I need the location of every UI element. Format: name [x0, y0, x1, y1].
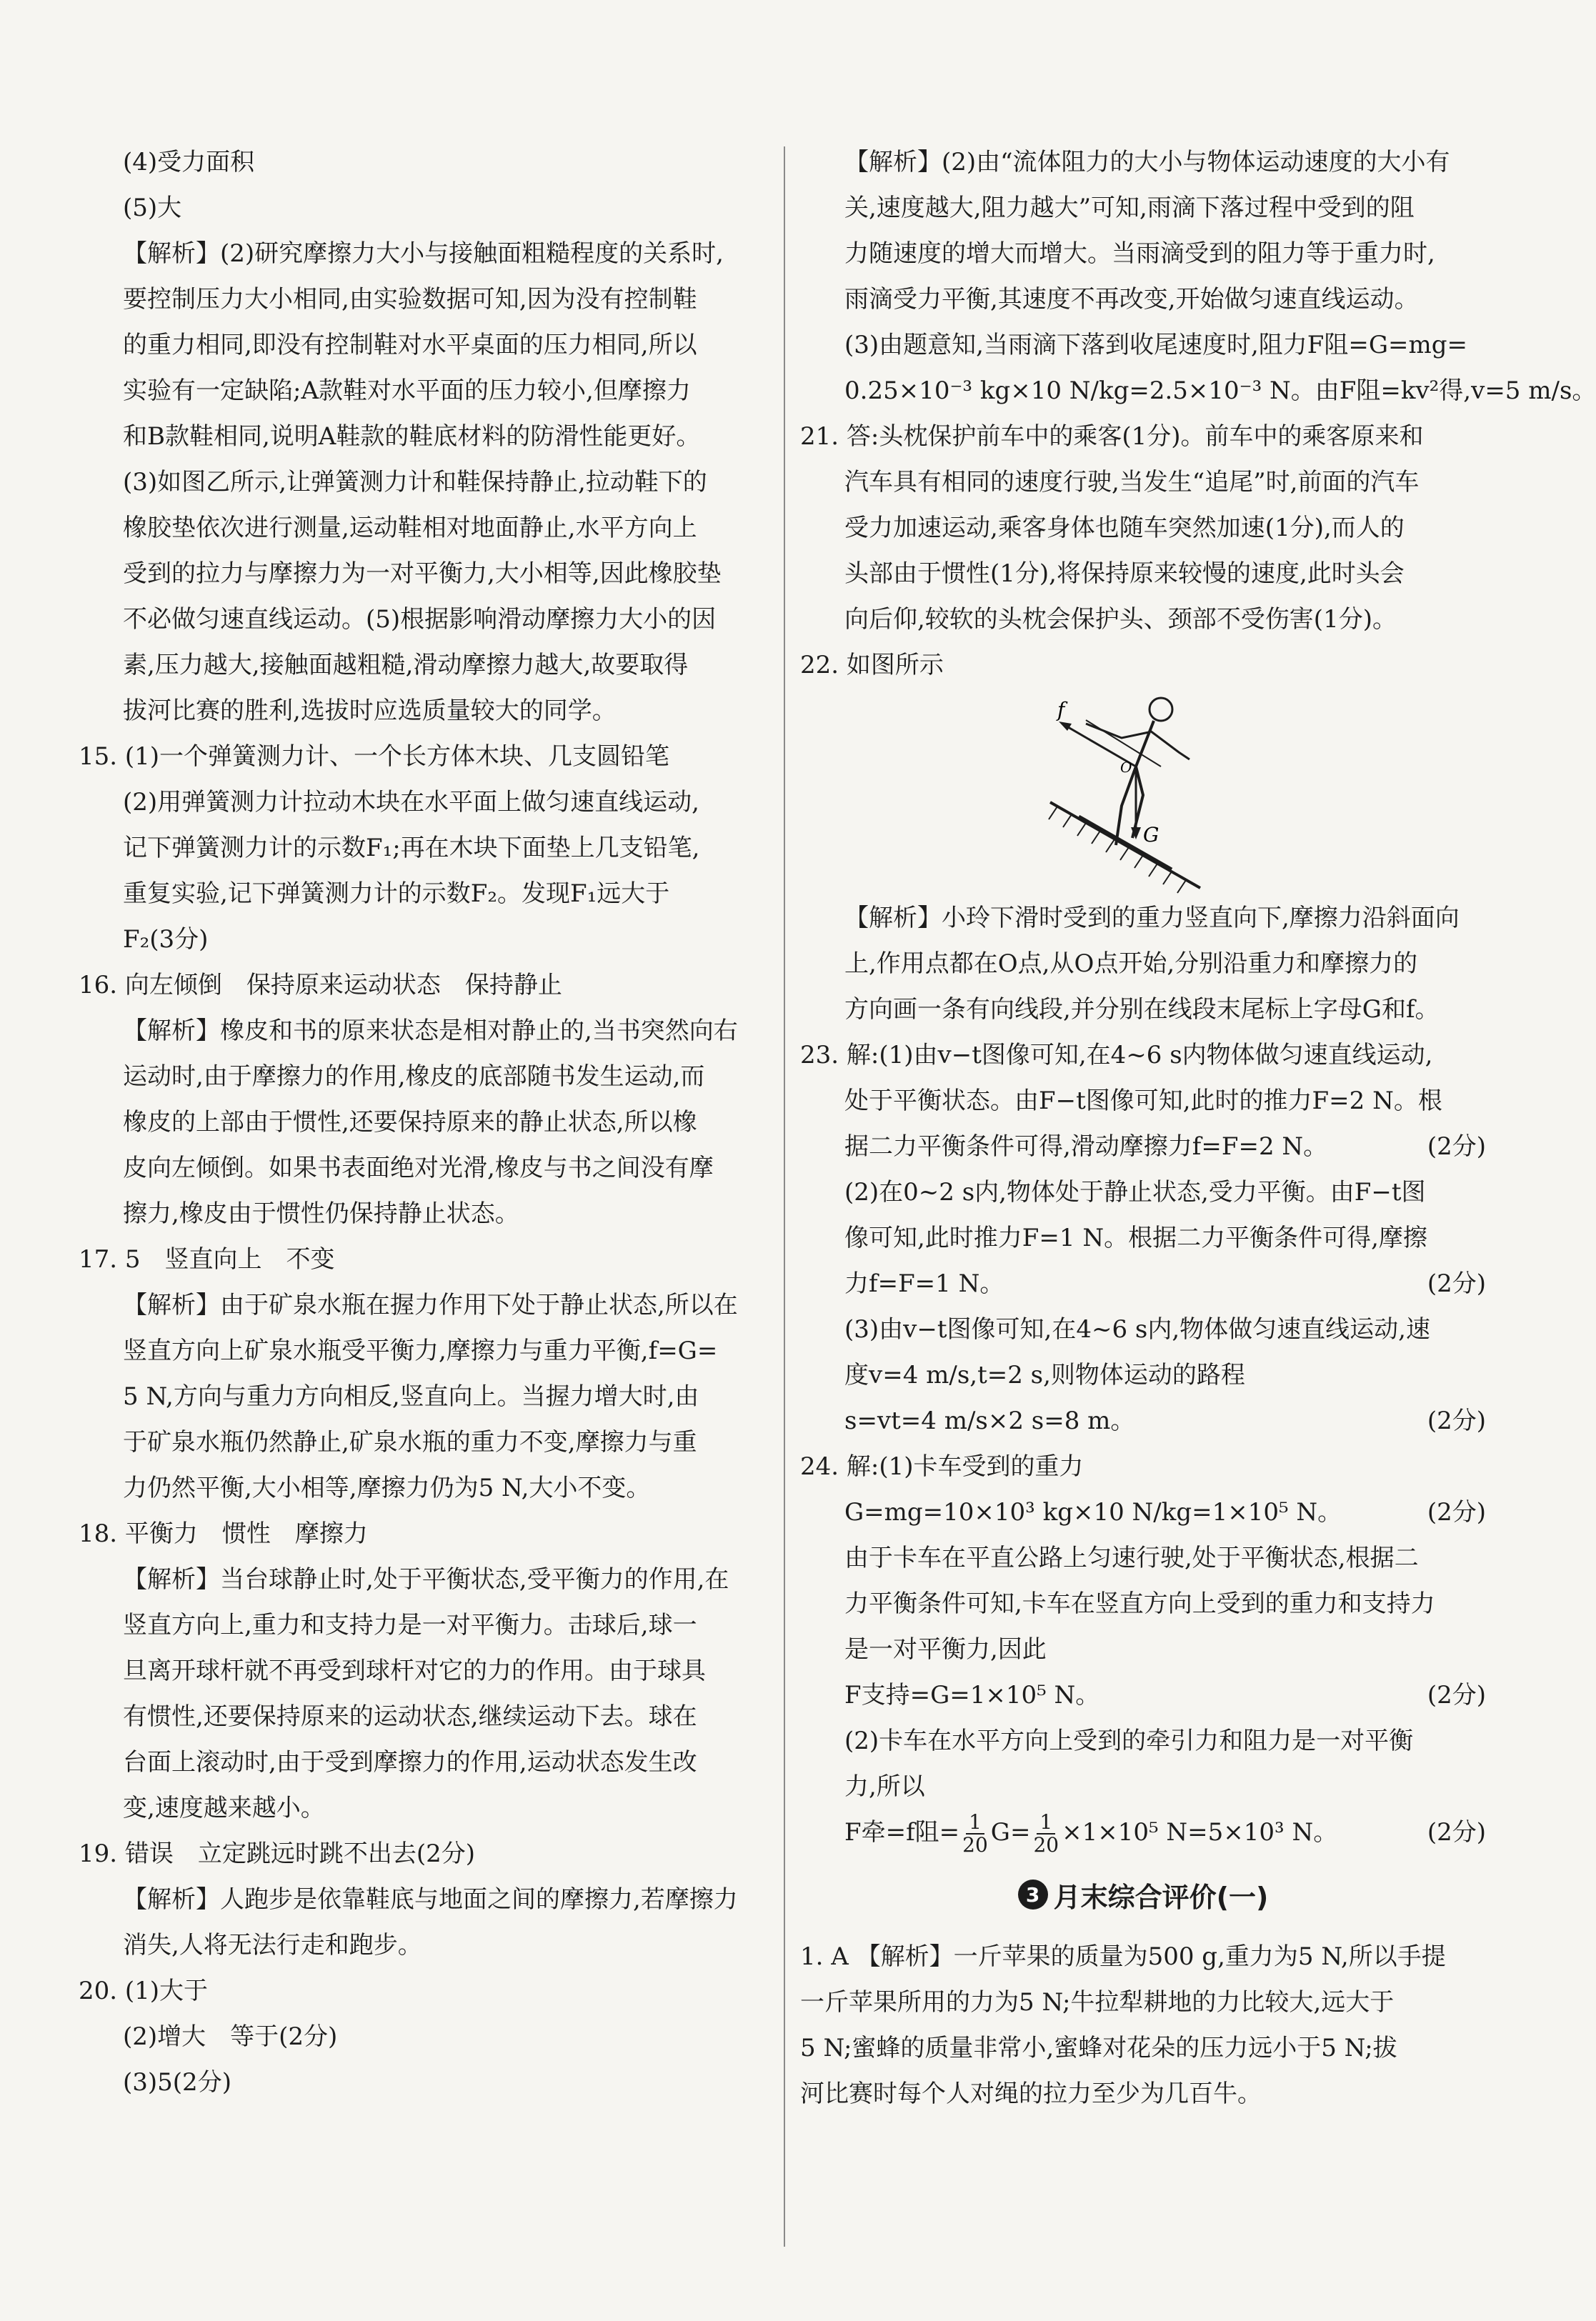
section-number-badge: 3: [1018, 1880, 1048, 1910]
text-line: 实验有一定缺陷;A款鞋对水平面的压力较小,但摩擦力: [123, 376, 691, 405]
line-text: 是一对平衡力,因此: [844, 1635, 1047, 1664]
fraction-numerator: 1: [1037, 1812, 1055, 1835]
score: (2分): [1427, 1498, 1486, 1527]
slope-line: [1050, 802, 1200, 888]
fraction: [962, 1812, 988, 1856]
section-title: 月末综合评价(一): [1053, 1881, 1269, 1913]
text-line: 【解析】橡皮和书的原来状态是相对静止的,当书突然向右: [123, 1017, 738, 1045]
text-line: (3)5(2分): [123, 2068, 231, 2097]
formula-rhs: ×1×10⁵ N=5×10³ N。: [1062, 1818, 1338, 1847]
text-line: [800, 1307, 1486, 1352]
text-line: 的重力相同,即没有控制鞋对水平桌面的压力相同,所以: [123, 331, 697, 359]
line-text: 像可知,此时推力F=1 N。根据二力平衡条件可得,摩擦: [844, 1224, 1427, 1252]
line-text: 由于卡车在平直公路上匀速行驶,处于平衡状态,根据二: [844, 1544, 1419, 1572]
line-text: G=mg=10×10³ kg×10 N/kg=1×10⁵ N。: [844, 1498, 1342, 1527]
text-line: 消失,人将无法行走和跑步。: [123, 1931, 422, 1960]
skier-figure: [800, 688, 1486, 895]
text-line: 向后仰,较软的头枕会保护头、颈部不受伤害(1分)。: [844, 605, 1397, 634]
text-line: [800, 1764, 1486, 1810]
text-line: [800, 1444, 1486, 1489]
text-line: [800, 1124, 1486, 1169]
text-line: 力随速度的增大而增大。当雨滴受到的阻力等于重力时,: [844, 239, 1435, 268]
text-line: 1. A 【解析】一斤苹果的质量为500 g,重力为5 N,所以手提: [800, 1942, 1446, 1971]
text-line: [800, 1215, 1486, 1261]
left-column: [79, 139, 764, 2105]
text-line: 19. 错误 立定跳远时跳不出去(2分): [79, 1840, 476, 1868]
fraction-denominator: 20: [962, 1833, 988, 1857]
text-line: [800, 1398, 1486, 1444]
score: (2分): [1427, 1818, 1486, 1847]
text-line: 于矿泉水瓶仍然静止,矿泉水瓶的重力不变,摩擦力与重: [123, 1428, 697, 1457]
fraction-numerator: 1: [966, 1812, 984, 1835]
fraction-denominator: 20: [1033, 1833, 1059, 1857]
text-line: (3)如图乙所示,让弹簧测力计和鞋保持静止,拉动鞋下的: [123, 468, 707, 496]
text-line: 不必做匀速直线运动。(5)根据影响滑动摩擦力大小的因: [123, 605, 717, 634]
text-line: (4)受力面积: [123, 148, 255, 176]
text-line: 素,压力越大,接触面越粗糙,滑动摩擦力越大,故要取得: [123, 651, 689, 679]
text-line: 旦离开球杆就不再受到球杆对它的力的作用。由于球具: [123, 1657, 706, 1685]
text-line: 21. 答:头枕保护前车中的乘客(1分)。前车中的乘客原来和: [800, 422, 1424, 451]
text-line: F₂(3分): [123, 925, 209, 954]
slope-hatching: [1049, 807, 1186, 893]
line-text: 度v=4 m/s,t=2 s,则物体运动的路程: [844, 1361, 1245, 1389]
score: (2分): [1427, 1681, 1486, 1709]
formula-mid: G=: [990, 1818, 1031, 1847]
text-line: 【解析】当台球静止时,处于平衡状态,受平衡力的作用,在: [123, 1565, 729, 1594]
text-line: 记下弹簧测力计的示数F₁;再在木块下面垫上几支铅笔,: [123, 834, 700, 862]
score: (2分): [1427, 1132, 1486, 1161]
line-text: 力平衡条件可知,卡车在竖直方向上受到的重力和支持力: [844, 1589, 1435, 1618]
text-line: 拔河比赛的胜利,选拔时应选质量较大的同学。: [123, 697, 617, 725]
score: (2分): [1427, 1269, 1486, 1298]
text-line: 和B款鞋相同,说明A鞋款的鞋底材料的防滑性能更好。: [123, 422, 701, 451]
line-text: (3)由v−t图像可知,在4~6 s内,物体做匀速直线运动,速: [844, 1315, 1430, 1344]
text-line: 【解析】(2)研究摩擦力大小与接触面粗糙程度的关系时,: [123, 239, 724, 268]
text-line: 橡胶垫依次进行测量,运动鞋相对地面静止,水平方向上: [123, 514, 697, 542]
text-line: 受到的拉力与摩擦力为一对平衡力,大小相等,因此橡胶垫: [123, 559, 722, 588]
line-text: s=vt=4 m/s×2 s=8 m。: [844, 1407, 1135, 1435]
text-line: 皮向左倾倒。如果书表面绝对光滑,橡皮与书之间没有摩: [123, 1154, 714, 1182]
text-line: [800, 1672, 1486, 1718]
text-line: 头部由于惯性(1分),将保持原来较慢的速度,此时头会: [844, 559, 1405, 588]
formula-line: [800, 1810, 1486, 1855]
text-line: 汽车具有相同的速度行驶,当发生“追尾”时,前面的汽车: [844, 468, 1420, 496]
skier-diagram: [1036, 688, 1236, 895]
answer-block-section-1: [800, 1934, 1486, 2117]
text-line: 竖直方向上矿泉水瓶受平衡力,摩擦力与重力平衡,f=G=: [123, 1337, 718, 1365]
text-line: 22. 如图所示: [800, 651, 944, 679]
text-line: 河比赛时每个人对绳的拉力至少为几百牛。: [800, 2080, 1262, 2108]
line-text: 24. 解:(1)卡车受到的重力: [800, 1452, 1084, 1481]
text-line: 【解析】人跑步是依靠鞋底与地面之间的摩擦力,若摩擦力: [123, 1885, 738, 1914]
force-label-g: G: [1143, 823, 1159, 847]
skier-head: [1149, 698, 1172, 721]
text-line: 台面上滚动时,由于受到摩擦力的作用,运动状态发生改: [123, 1748, 697, 1777]
text-line: 运动时,由于摩擦力的作用,橡皮的底部随书发生运动,而: [123, 1062, 705, 1091]
fraction: [1033, 1812, 1059, 1856]
text-line: 0.25×10⁻³ kg×10 N/kg=2.5×10⁻³ N。由F阻=kv²得,v=5 m/s。: [844, 376, 1596, 405]
line-text: 据二力平衡条件可得,滑动摩擦力f=F=2 N。: [844, 1132, 1328, 1161]
text-line: 15. (1)一个弹簧测力计、一个长方体木块、几支圆铅笔: [79, 742, 670, 771]
text-line: 雨滴受力平衡,其速度不再改变,开始做匀速直线运动。: [844, 285, 1419, 314]
right-column: [800, 139, 1596, 2117]
text-line: 上,作用点都在O点,从O点开始,分别沿重力和摩擦力的: [844, 949, 1418, 978]
text-line: 5 N,方向与重力方向相反,竖直向上。当握力增大时,由: [123, 1382, 699, 1411]
text-line: (2)用弹簧测力计拉动木块在水平面上做匀速直线运动,: [123, 788, 699, 817]
text-line: (3)由题意知,当雨滴下落到收尾速度时,阻力F阻=G=mg=: [844, 331, 1467, 359]
line-text: F支持=G=1×10⁵ N。: [844, 1681, 1100, 1709]
text-line: [800, 1352, 1486, 1398]
text-line: 变,速度越来越小。: [123, 1794, 325, 1822]
friction-arrowhead: [1059, 722, 1072, 731]
text-line: (5)大: [123, 194, 182, 222]
text-line: [800, 1718, 1486, 1764]
text-line: 要控制压力大小相同,由实验数据可知,因为没有控制鞋: [123, 285, 697, 314]
text-line: [800, 1261, 1486, 1307]
text-line: 16. 向左倾倒 保持原来运动状态 保持静止: [79, 971, 562, 999]
text-line: 有惯性,还要保持原来的运动状态,继续运动下去。球在: [123, 1702, 697, 1731]
answer-block-23-24: [800, 1124, 1486, 1810]
text-line: 关,速度越大,阻力越大”可知,雨滴下落过程中受到的阻: [844, 194, 1415, 222]
text-line: 17. 5 竖直向上 不变: [79, 1245, 335, 1274]
text-line: 18. 平衡力 惯性 摩擦力: [79, 1519, 368, 1548]
line-text: (2)卡车在水平方向上受到的牵引力和阻力是一对平衡: [844, 1727, 1414, 1755]
text-line: 橡皮的上部由于惯性,还要保持原来的静止状态,所以橡: [123, 1108, 697, 1137]
text-line: [800, 1535, 1486, 1581]
text-line: 竖直方向上,重力和支持力是一对平衡力。击球后,球一: [123, 1611, 697, 1639]
text-line: 重复实验,记下弹簧测力计的示数F₂。发现F₁远大于: [123, 879, 670, 908]
section-heading: [800, 1855, 1486, 1934]
force-label-f: f: [1057, 698, 1065, 722]
text-line: [800, 1489, 1486, 1535]
answer-block-20-22: [800, 139, 1596, 688]
line-text: 力,所以: [844, 1772, 925, 1801]
text-line: 处于平衡状态。由F−t图像可知,此时的推力F=2 N。根: [844, 1087, 1442, 1115]
text-line: 20. (1)大于: [79, 1977, 209, 2005]
score: (2分): [1427, 1407, 1486, 1435]
text-line: 力仍然平衡,大小相等,摩擦力仍为5 N,大小不变。: [123, 1474, 651, 1502]
text-line: (2)增大 等于(2分): [123, 2022, 338, 2051]
text-line: 一斤苹果所用的力为5 N;牛拉犁耕地的力比较大,远大于: [800, 1988, 1395, 2017]
text-line: [800, 1581, 1486, 1627]
text-line: [800, 1627, 1486, 1672]
text-line: 23. 解:(1)由v−t图像可知,在4~6 s内物体做匀速直线运动,: [800, 1041, 1433, 1069]
text-line: 【解析】由于矿泉水瓶在握力作用下处于静止状态,所以在: [123, 1291, 738, 1319]
text-line: 5 N;蜜蜂的质量非常小,蜜蜂对花朵的压力远小于5 N;拔: [800, 2034, 1397, 2062]
line-text: 力f=F=1 N。: [844, 1269, 1004, 1298]
text-line: 【解析】(2)由“流体阻力的大小与物体运动速度的大小有: [844, 148, 1450, 176]
formula-lhs: F牵=f阻=: [844, 1818, 960, 1847]
line-text: (2)在0~2 s内,物体处于静止状态,受力平衡。由F−t图: [844, 1178, 1426, 1207]
text-line: [800, 1169, 1486, 1215]
point-label-o: O: [1120, 759, 1132, 776]
text-line: 【解析】小玲下滑时受到的重力竖直向下,摩擦力沿斜面向: [844, 904, 1460, 932]
text-line: 方向画一条有向线段,并分别在线段末尾标上字母G和f。: [844, 995, 1440, 1024]
column-divider: [784, 146, 785, 2247]
text-line: 受力加速运动,乘客身体也随车突然加速(1分),而人的: [844, 514, 1405, 542]
answer-block-22-23: [800, 895, 1486, 1124]
text-line: 擦力,橡皮由于惯性仍保持静止状态。: [123, 1199, 519, 1228]
